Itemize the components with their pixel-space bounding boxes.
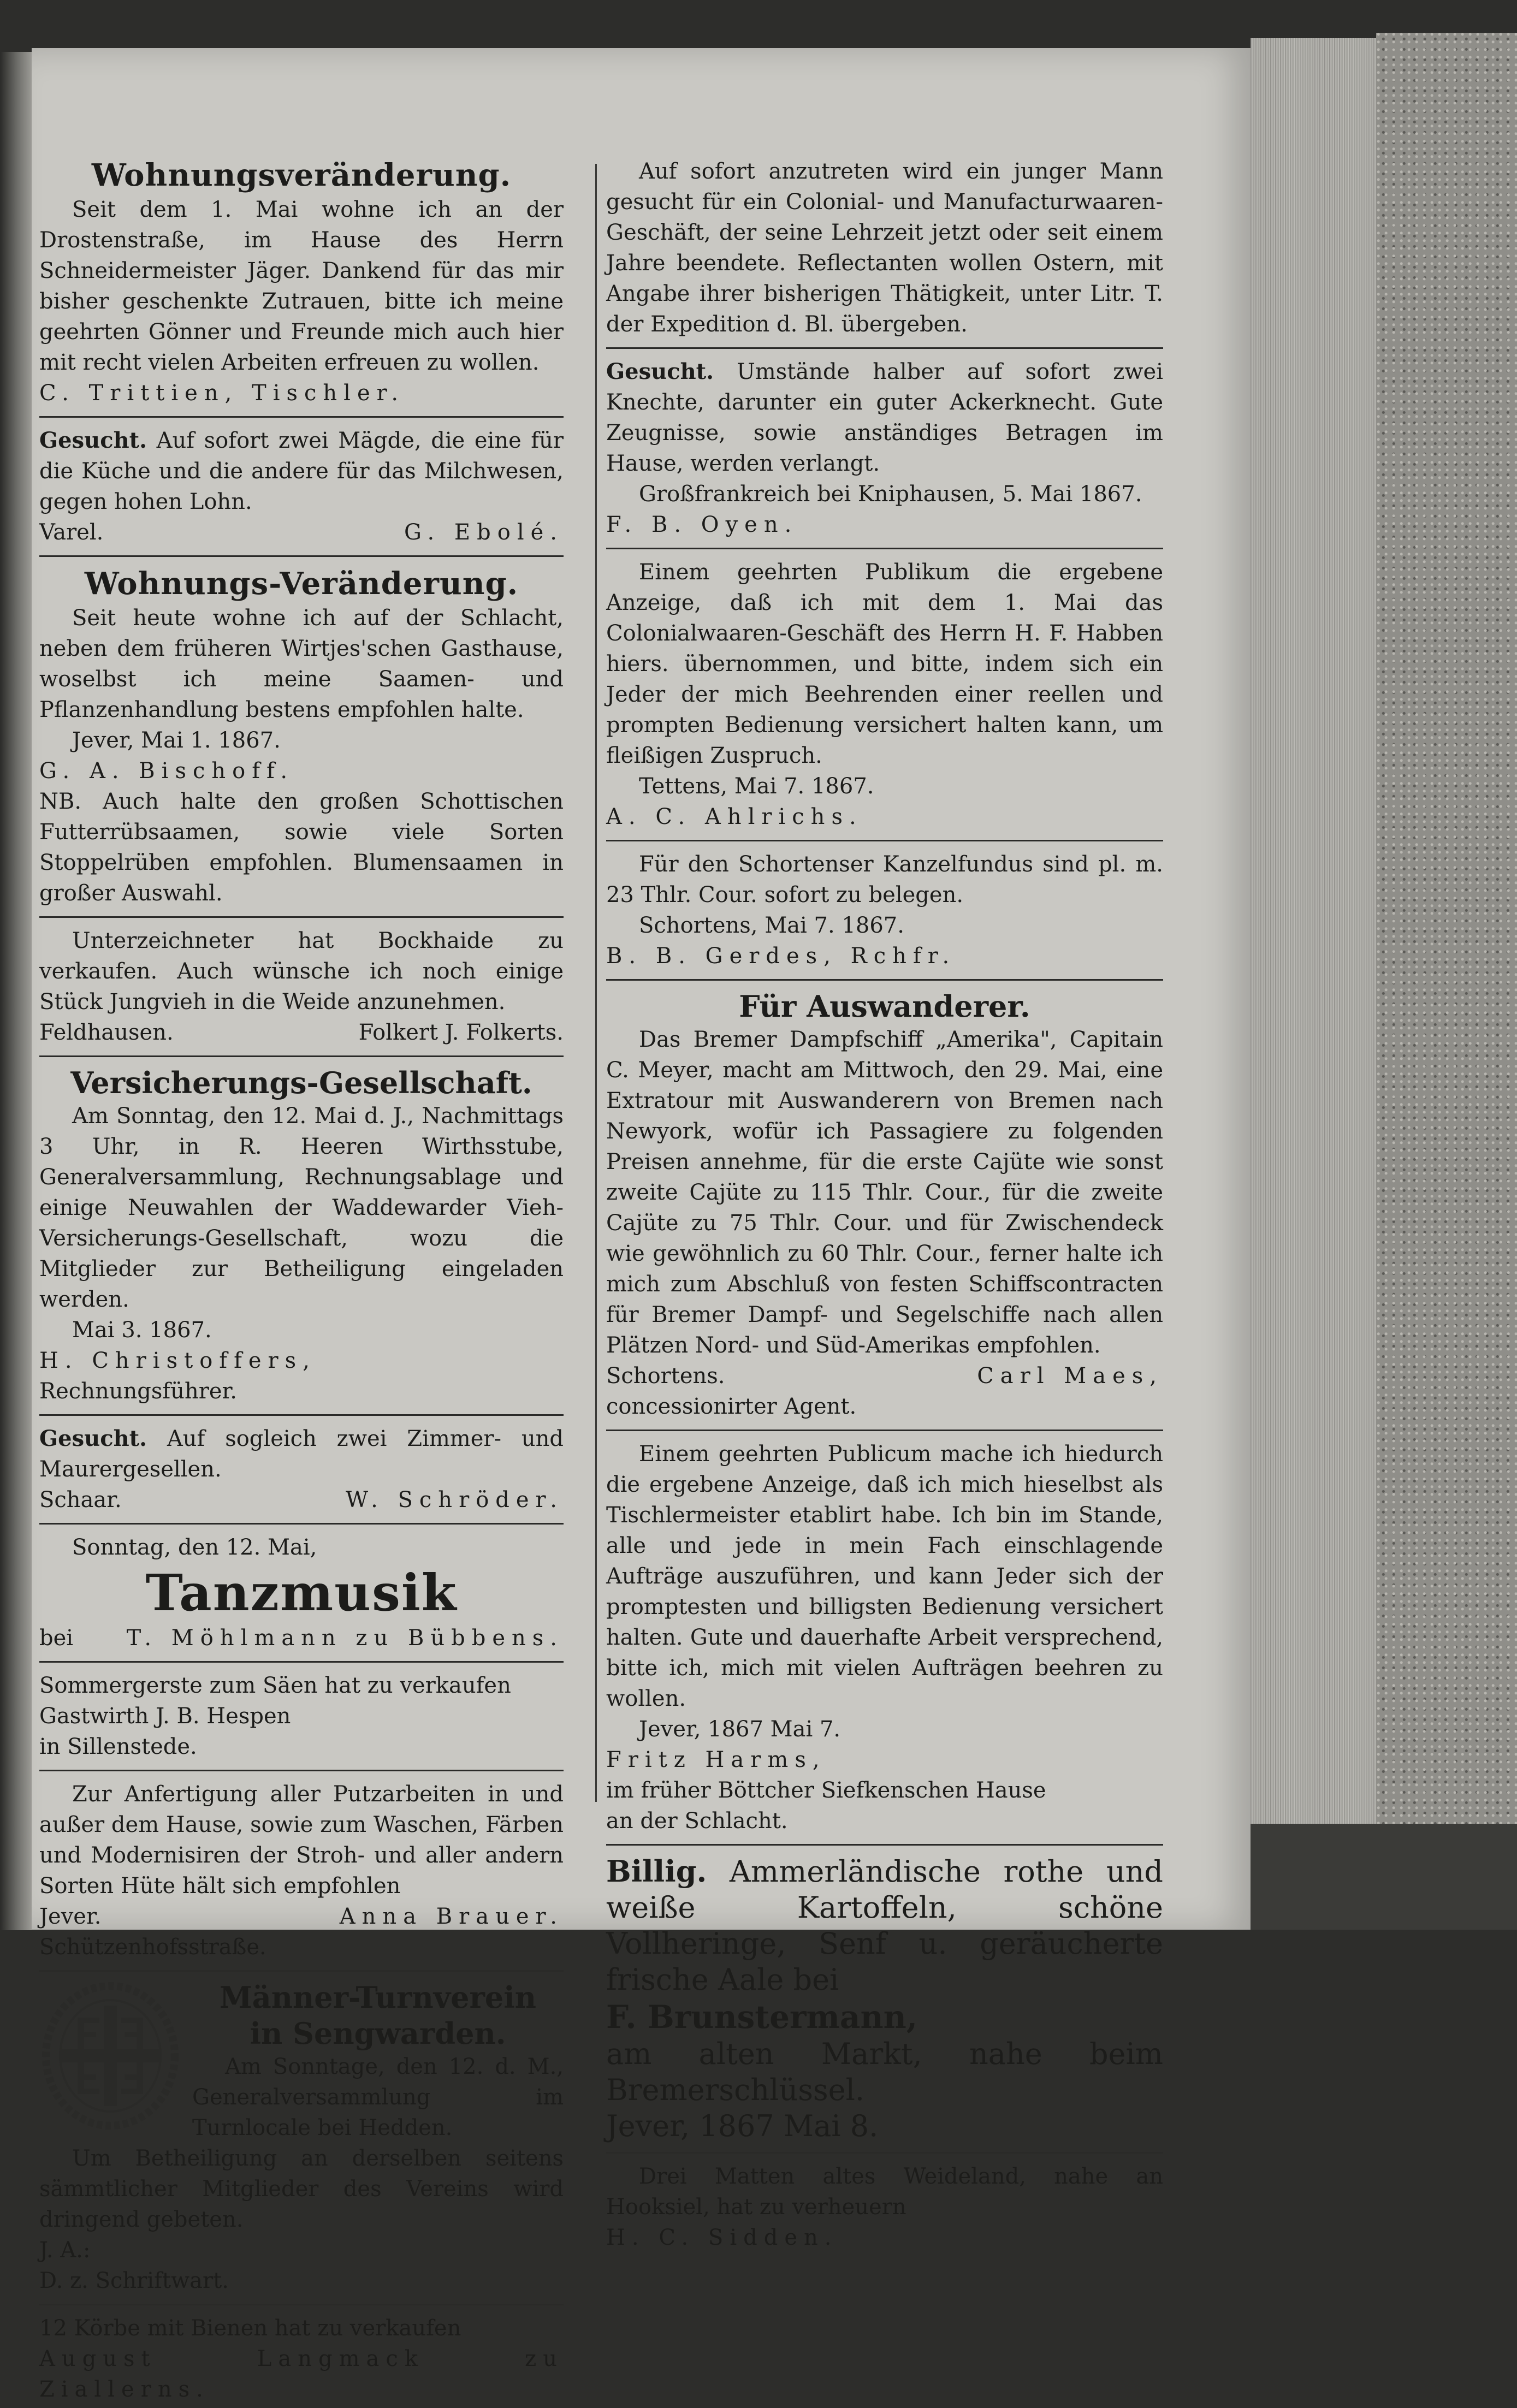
ad-place: Jever. [39,1904,102,1929]
ad-gesucht-maegde [39,422,564,551]
turner-cross-emblem-icon [39,1979,181,2132]
ad-role: Rechnungsführer. [39,1379,237,1404]
column-divider [595,164,597,1802]
ad-date: Jever, 1867 Mai 7. [639,1717,841,1742]
ad-date: Großfrankreich bei Kniphausen, 5. Mai 1867. [639,482,1142,507]
ad-junger-mann [606,153,1163,343]
ad-colonialwaaren-ahlrichs [606,554,1163,835]
ad-sommergerste [39,1667,564,1765]
ad-signature: Anna Brauer. [339,1904,564,1929]
divider [606,548,1163,549]
divider [606,347,1163,349]
ad-auswanderer [606,985,1163,1425]
ad-host: T. Möhlmann zu Bübbens. [126,1626,564,1651]
ad-title: Für Auswanderer. [739,989,1030,1024]
ad-weideland [606,2158,1163,2256]
divider [39,416,564,418]
ad-signature: G. A. Bischoff. [39,758,294,784]
ad-date: Schortens, Mai 7. 1867. [639,913,904,938]
ad-title: Wohnungsveränderung. [91,157,512,193]
ad-body: Auf sogleich zwei Zimmer- und Maurergesellen. [39,1426,564,1482]
ad-role: concessionirter Agent. [606,1394,857,1419]
ad-title-line2: in Sengwarden. [250,2016,506,2051]
ad-street: Schützenhofsstraße. [39,1935,266,1960]
page-block-edge [1251,38,1382,1835]
ad-signature: A. C. Ahlrichs. [606,804,863,829]
divider [39,1523,564,1525]
divider [39,1970,564,1972]
ad-body: Das Bremer Dampfschiff „Amerika", Capitain C. Meyer, macht am Mittwoch, den 29. Mai, eine Extratour mit Auswanderern von Bremen nach Newyork, wofür ich Passagiere zu folgenden Preisen annehme, für die erste Cajüte wie sonst zweite Cajüte zu 115 Thlr. Cour., für die zweite Cajüte zu 75 Thlr. Cour. und für Zwischendeck wie gewöhnlich zu 60 Thlr. Cour., ferner halte ich mich zum Abschluß von festen Schiffscontracten für Bremer Dampf- und Segelschiffe nach allen Plätzen Nord- und Süd-Amerikas empfohlen. [606,1027,1163,1358]
ad-signature: H. C. Sidden. [606,2225,838,2250]
ad-address: am alten Markt, nahe beim Bremerschlüssel. [606,2037,1163,2107]
ad-title-line1: Männer-Turnverein [219,1980,537,2015]
ad-body: Seit heute wohne ich auf der Schlacht, neben dem früheren Wirtjes'schen Gasthause, woselbst ich meine Saamen- und Pflanzenhandlung bestens empfohlen halte. [39,606,564,722]
ad-signature: Gastwirth J. B. Hespen [39,1704,291,1729]
ad-body: Am Sonntag, den 12. Mai d. J., Nachmittags 3 Uhr, in R. Heeren Wirthsstube, Generalversammlung, Rechnungsablage und einige Neuwahlen der Waddewarder Vieh-Versicherungs-Gesellschaft, wozu die Mitglieder zur Betheiligung eingeladen werden. [39,1104,564,1312]
ad-signature: H. Christoffers, [39,1348,316,1373]
ad-name: F. Brunstermann, [606,1998,918,2036]
ad-body: Zur Anfertigung aller Putzarbeiten in und außer dem Hause, sowie zum Waschen, Färben und Modernisiren der Stroh- und aller andern Sorten Hüte hält sich empfohlen [39,1782,564,1899]
divider [606,840,1163,841]
ad-tanzmusik [39,1529,564,1657]
ad-body: Drei Matten altes Weideland, nahe an Hooksiel, hat zu verheuern [606,2164,1163,2220]
ad-date: Jever, 1867 Mai 8. [606,2109,879,2143]
ad-date: Jever, Mai 1. 1867. [72,728,281,753]
ad-bockhaide [39,922,564,1051]
ad-body: Sommergerste zum Säen hat zu verkaufen [39,1673,511,1698]
ad-billig-brunstermann [606,1850,1163,2148]
left-column [39,153,564,2408]
ad-place: Schortens. [606,1363,725,1389]
ad-body: Für den Schortenser Kanzelfundus sind pl. m. 23 Thlr. Cour. sofort zu belegen. [606,852,1163,908]
ad-bei: bei [39,1626,74,1651]
ad-address-2: an der Schlacht. [606,1808,788,1834]
ad-body: Auf sofort zwei Mägde, die eine für die Küche und die andere für das Milchwesen, gegen hohen Lohn. [39,428,564,514]
ad-gesucht-knechte [606,353,1163,543]
divider [39,1414,564,1416]
ad-tischlermeister-harms [606,1436,1163,1840]
ad-body: Ammerländische rothe und weiße Kartoffeln, schöne Vollheringe, Senf u. geräucherte frische Aale bei [606,1854,1163,1997]
book-cover [1376,33,1517,1867]
ad-body: Seit dem 1. Mai wohne ich an der Drostenstraße, im Hause des Herrn Schneidermeister Jäger. Dankend für das mir bisher geschenkte Zutrauen, bitte ich meine geehrten Gönner und Freunde mich auch hier mit recht vielen Arbeiten erfreuen zu wollen. [39,197,564,375]
divider [39,1770,564,1771]
ad-signature: August Langmack zu Ziallerns. [39,2346,564,2402]
ad-putzarbeiten [39,1776,564,1966]
ad-place: Varel. [39,520,104,545]
divider [39,1661,564,1663]
ad-lead: Gesucht. [606,359,714,384]
ad-signature: D. z. Schriftwart. [39,2268,229,2293]
ad-body: Unterzeichneter hat Bockhaide zu verkaufen. Auch wünsche ich noch einige Stück Jungvieh in die Weide anzunehmen. [39,928,564,1015]
right-column [606,153,1163,2256]
ad-ia: J. A.: [39,2238,91,2263]
ad-body-2: Um Betheiligung an derselben seitens sämmtlicher Mitglieder des Vereins wird dringend gebeten. [39,2146,564,2232]
ad-signature: Carl Maes, [977,1363,1163,1389]
ad-title: Versicherungs-Gesellschaft. [70,1065,532,1100]
divider [606,2152,1163,2154]
ad-body: Auf sofort anzutreten wird ein junger Mann gesucht für ein Colonial- und Manufacturwaaren-Geschäft, der seine Lehrzeit jetzt oder seit einem Jahre beendete. Reflectanten wollen Ostern, mit Angabe ihrer bisherigen Thätigkeit, unter Litr. T. der Expedition d. Bl. übergeben. [606,159,1163,337]
divider [39,1055,564,1057]
ad-body: Einem geehrten Publikum die ergebene Anzeige, daß ich mit dem 1. Mai das Colonialwaaren-Geschäft des Herrn H. F. Habben hiers. übernommen, und bitte, indem sich ein Jeder der mich Beehrenden einer reellen und prompten Bedienung versichert halten kann, um fleißigen Zuspruch. [606,560,1163,768]
ad-wohnungs-veraenderung-bischoff [39,561,564,912]
ad-turnverein [39,1976,564,2299]
ad-title: Tanzmusik [145,1563,458,1622]
ad-body: Einem geehrten Publicum mache ich hiedurch die ergebene Anzeige, daß ich mich hieselbst als Tischlermeister etablirt habe. Ich bin im Stande, alle und jede in mein Fach einschlagende Aufträge auszuführen, und kann Jeder sich der promptesten und billigsten Bedienung versichert halten. Gute und dauerhafte Arbeit versprechend, bitte ich, mich mit vielen Aufträgen beehren zu wollen. [606,1442,1163,1711]
book-cover-bottom [1251,1824,1517,1930]
previous-page-edge [0,52,32,1930]
ad-signature: W. Schröder. [345,1487,564,1513]
ad-address-1: im früher Böttcher Siefkenschen Hause [606,1778,1046,1803]
ad-body: 12 Körbe mit Bienen hat zu verkaufen [39,2316,461,2341]
ad-bienen [39,2310,564,2408]
ad-body-1: Am Sonntage, den 12. d. M., Generalversammlung im Turnlocale bei Hedden. [192,2054,564,2140]
ad-lead: Gesucht. [39,428,147,453]
divider [606,979,1163,981]
ad-wohnungsveraenderung-trittien [39,153,564,412]
ad-lead: Gesucht. [39,1426,147,1451]
divider [606,1430,1163,1431]
ad-gesucht-gesellen [39,1420,564,1519]
ad-signature: B. B. Gerdes, Rchfr. [606,944,956,969]
ad-place: Feldhausen. [39,1020,174,1045]
nb-text: Auch halte den großen Schottischen Futterrübsaamen, sowie viele Sorten Stoppelrüben empfohlen. Blumensaamen in großer Auswahl. [39,789,564,906]
divider [39,916,564,918]
nb-label: NB. [39,789,82,814]
ad-signature: C. Trittien, Tischler. [39,381,405,406]
ad-place: in Sillenstede. [39,1734,197,1759]
ad-lead: Billig. [606,1854,707,1889]
ad-signature: G. Ebolé. [404,520,564,545]
ad-signature: Folkert J. Folkerts. [358,1020,564,1045]
ad-versicherungs-gesellschaft [39,1061,564,1410]
ad-date: Tettens, Mai 7. 1867. [639,774,874,799]
divider [606,1844,1163,1846]
ad-date: Mai 3. 1867. [72,1318,212,1343]
divider [39,2304,564,2305]
ad-place: Schaar. [39,1487,122,1513]
divider [39,555,564,557]
ad-signature: Fritz Harms, [606,1747,826,1772]
ad-title: Wohnungs-Veränderung. [84,566,519,602]
ad-kanzelfundus [606,846,1163,975]
ad-body: Umstände halber auf sofort zwei Knechte, darunter ein guter Ackerknecht. Gute Zeugnisse, sowie anständiges Betragen im Hause, werden verlangt. [606,359,1164,476]
ad-date: Sonntag, den 12. Mai, [72,1535,317,1560]
ad-signature: F. B. Oyen. [606,512,798,537]
